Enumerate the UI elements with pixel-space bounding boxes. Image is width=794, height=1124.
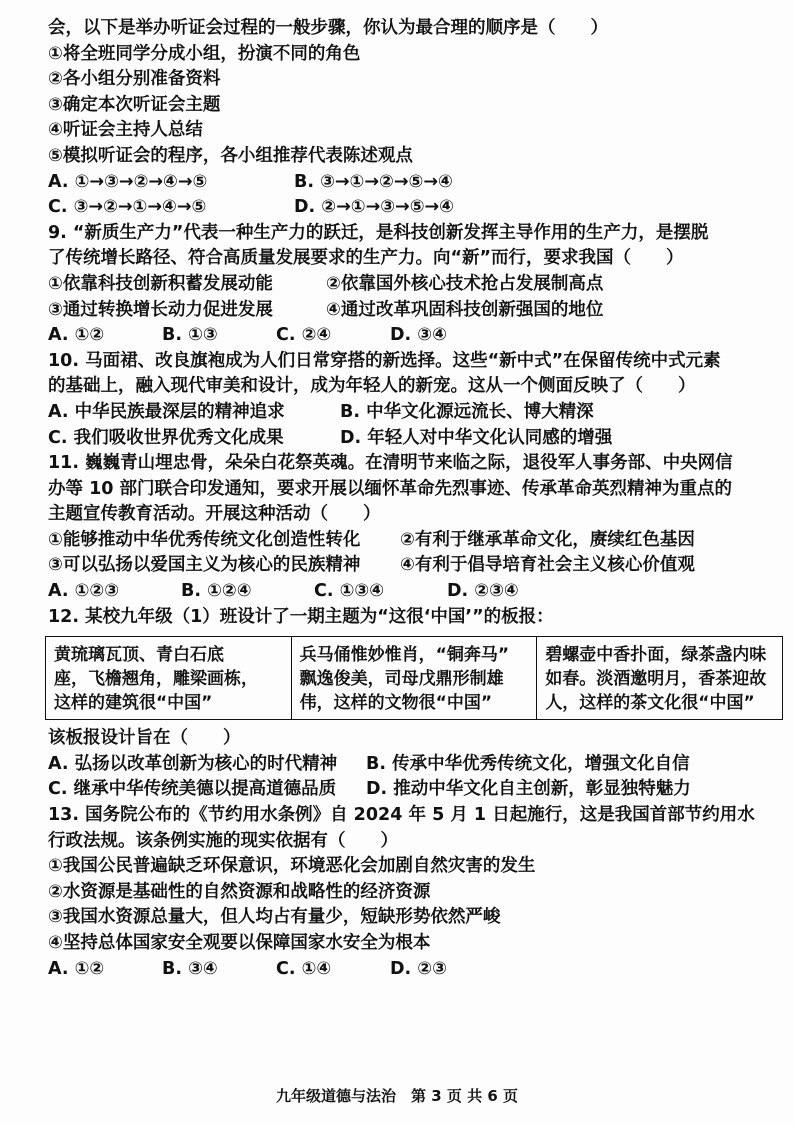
question-11-item-2: ②有利于继承革命文化，赓续红色基因 bbox=[400, 529, 695, 550]
option-d[interactable]: D. 年轻人对中华文化认同感的增强 bbox=[340, 427, 613, 448]
question-8-options-row-2 bbox=[48, 195, 764, 221]
question-8-item-4: ④听证会主持人总结 bbox=[48, 120, 203, 141]
option-a[interactable]: A. ①②③ bbox=[48, 581, 120, 602]
option-a[interactable]: A. 中华民族最深层的精神追求 bbox=[48, 401, 285, 422]
board-cell-tea-culture: 碧螺壶中香扑面，绿茶盏内味 如春。淡酒邀明月，香茶迎故 人，这样的茶文化很“中国” bbox=[537, 637, 783, 720]
option-b[interactable]: B. ③④ bbox=[162, 958, 218, 979]
question-13-item-3: ③我国水资源总量大，但人均占有量少，短缺形势依然严峻 bbox=[48, 907, 501, 928]
option-a[interactable]: A. 弘扬以改革创新为核心的时代精神 bbox=[48, 753, 338, 774]
question-8-item-1: ①将全班同学分成小组，扮演不同的角色 bbox=[48, 43, 361, 64]
board-cell-relics: 兵马俑惟妙惟肖，“铜奔马” 飘逸俊美，司母戊鼎形制雄 伟，这样的文物很“中国” bbox=[291, 637, 537, 720]
question-11-stem-line-2: 办等 10 部门联合印发通知，要求开展以缅怀革命先烈事迹、传承革命英烈精神为重点的 bbox=[48, 478, 733, 499]
question-13-item-2: ②水资源是基础性的自然资源和战略性的经济资源 bbox=[48, 881, 431, 902]
question-8-item-2: ②各小组分别准备资料 bbox=[48, 69, 221, 90]
question-11-stem-line-1: 11. 巍巍青山埋忠骨，朵朵白花祭英魂。在清明节来临之际，退役军人事务部、中央网信 bbox=[48, 453, 733, 474]
question-12 bbox=[48, 605, 767, 803]
question-11-items-row-1 bbox=[48, 528, 764, 554]
question-10 bbox=[48, 349, 764, 451]
option-d[interactable]: D. ②③ bbox=[390, 958, 447, 979]
question-11-item-4: ④有利于倡导培育社会主义核心价值观 bbox=[400, 555, 695, 576]
option-a[interactable]: A. ①② bbox=[48, 958, 105, 979]
option-c[interactable]: C. ②④ bbox=[276, 325, 332, 346]
option-b[interactable]: B. 中华文化源远流长、博大精深 bbox=[340, 401, 594, 422]
question-13-options bbox=[48, 957, 764, 983]
question-10-stem-line-1: 10. 马面裙、改良旗袍成为人们日常穿搭的新选择。这些“新中式”在保留传统中式元素 bbox=[48, 350, 721, 371]
option-a[interactable]: A. ①→③→②→④→⑤ bbox=[48, 171, 208, 192]
question-8-options-row-1 bbox=[48, 170, 764, 196]
question-9-item-2: ②依靠国外核心技术抢占发展制高点 bbox=[326, 273, 604, 294]
question-9-item-1: ①依靠科技创新积蓄发展动能 bbox=[48, 273, 273, 294]
option-c[interactable]: C. 我们吸收世界优秀文化成果 bbox=[48, 427, 284, 448]
question-10-stem-line-2: 的基础上，融入现代审美和设计，成为年轻人的新宠。这从一个侧面反映了（ ） bbox=[48, 376, 696, 397]
question-12-stem: 12. 某校九年级（1）班设计了一期主题为“这很‘中国’”的板报： bbox=[48, 606, 554, 627]
option-d[interactable]: D. ②→①→③→⑤→④ bbox=[294, 197, 455, 218]
question-9-stem-line-1: 9. “新质生产力”代表一种生产力的跃迁，是科技创新发挥主导作用的生产力，是摆脱 bbox=[48, 222, 709, 243]
question-13-stem-line-2: 行政法规。该条例实施的现实依据有（ ） bbox=[48, 830, 398, 851]
table-row bbox=[46, 637, 783, 720]
question-11-stem-line-3: 主题宣传教育活动。开展这种活动（ ） bbox=[48, 504, 381, 525]
option-b[interactable]: B. ①②④ bbox=[181, 581, 252, 602]
question-12-after: 该板报设计旨在（ ） bbox=[48, 728, 241, 749]
question-9-stem-line-2: 了传统增长路径、符合高质量发展要求的生产力。向“新”而行，要求我国（ ） bbox=[48, 248, 684, 269]
option-b[interactable]: B. 传承中华优秀传统文化，增强文化自信 bbox=[366, 753, 690, 774]
question-11-options bbox=[48, 579, 764, 605]
question-11 bbox=[48, 451, 764, 605]
question-13-item-1: ①我国公民普遍缺乏环保意识，环境恶化会加剧自然灾害的发生 bbox=[48, 856, 536, 877]
question-10-options-row-1 bbox=[48, 400, 764, 426]
question-8-intro: 会，以下是举办听证会过程的一般步骤，你认为最合理的顺序是（ ） bbox=[48, 18, 608, 38]
question-8-item-5: ⑤模拟听证会的程序，各小组推荐代表陈述观点 bbox=[48, 145, 413, 166]
question-8-item-3: ③确定本次听证会主题 bbox=[48, 94, 221, 115]
question-10-options-row-2 bbox=[48, 426, 764, 452]
question-11-item-1: ①能够推动中华优秀传统文化创造性转化 bbox=[48, 529, 361, 550]
question-13-stem-line-1: 13. 国务院公布的《节约用水条例》自 2024 年 5 月 1 日起施行，这是我国首部节约用水 bbox=[48, 805, 755, 826]
option-c[interactable]: C. 继承中华传统美德以提高道德品质 bbox=[48, 779, 337, 800]
option-d[interactable]: D. 推动中华文化自主创新，彰显独特魅力 bbox=[366, 779, 691, 800]
option-c[interactable]: C. ①③④ bbox=[314, 581, 385, 602]
question-13-item-4: ④坚持总体国家安全观要以保障国家水安全为根本 bbox=[48, 933, 431, 953]
question-9-item-4: ④通过改革巩固科技创新强国的地位 bbox=[326, 299, 604, 320]
question-9-options bbox=[48, 323, 764, 349]
page-footer: 九年级道德与法治 第 3 页 共 6 页 bbox=[276, 1087, 518, 1105]
question-11-item-3: ③可以弘扬以爱国主义为核心的民族精神 bbox=[48, 555, 361, 576]
question-9-items-row-2 bbox=[48, 298, 764, 324]
question-12-options-row-2 bbox=[48, 777, 764, 803]
option-d[interactable]: D. ②③④ bbox=[447, 581, 519, 602]
option-d[interactable]: D. ③④ bbox=[390, 325, 447, 346]
option-b[interactable]: B. ③→①→②→⑤→④ bbox=[294, 171, 453, 192]
option-b[interactable]: B. ①③ bbox=[162, 325, 218, 346]
blackboard-table bbox=[45, 636, 783, 720]
option-c[interactable]: C. ①④ bbox=[276, 958, 332, 979]
question-8 bbox=[48, 16, 764, 221]
question-9-item-3: ③通过转换增长动力促进发展 bbox=[48, 299, 273, 320]
question-9 bbox=[48, 221, 764, 349]
question-9-items-row-1 bbox=[48, 272, 764, 298]
question-12-options-row-1 bbox=[48, 752, 764, 778]
question-11-items-row-2 bbox=[48, 553, 764, 579]
board-cell-architecture: 黄琉璃瓦顶、青白石底 座，飞檐翘角，雕梁画栋， 这样的建筑很“中国” bbox=[46, 637, 292, 720]
question-13 bbox=[48, 803, 764, 982]
option-a[interactable]: A. ①② bbox=[48, 325, 105, 346]
option-c[interactable]: C. ③→②→①→④→⑤ bbox=[48, 197, 207, 218]
